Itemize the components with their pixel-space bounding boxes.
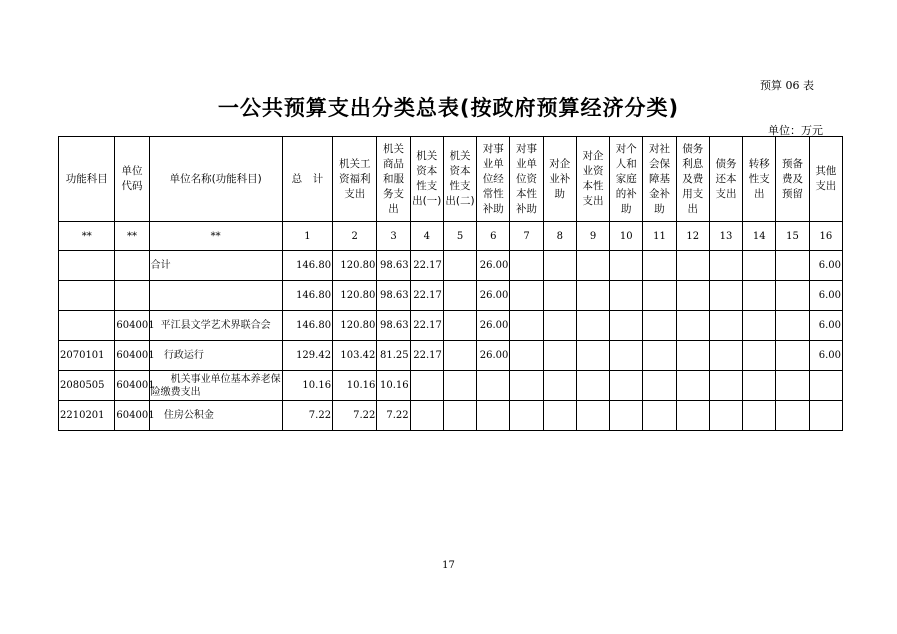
amount-cell	[776, 371, 809, 401]
index-cell: 7	[510, 222, 543, 251]
amount-cell: 26.00	[477, 311, 510, 341]
unit-name-cell: 住房公积金	[149, 401, 282, 431]
header-cell: 机关商品和服务支出	[377, 137, 410, 222]
header-cell: 预备费及预留	[776, 137, 809, 222]
header-cell: 对事业单位经常性补助	[477, 137, 510, 222]
amount-cell	[543, 371, 576, 401]
amount-cell: 6.00	[809, 311, 842, 341]
amount-cell: 10.16	[377, 371, 410, 401]
amount-cell	[709, 341, 742, 371]
page-number: 17	[442, 560, 455, 571]
amount-cell	[543, 311, 576, 341]
amount-cell	[510, 401, 543, 431]
amount-cell: 120.80	[333, 281, 377, 311]
amount-cell	[576, 341, 609, 371]
header-cell: 其他支出	[809, 137, 842, 222]
amount-cell: 103.42	[333, 341, 377, 371]
unit-code-cell: 604001	[115, 341, 149, 371]
budget-table	[58, 136, 843, 431]
amount-cell	[610, 281, 643, 311]
amount-cell	[776, 281, 809, 311]
amount-cell	[576, 371, 609, 401]
amount-cell	[543, 251, 576, 281]
header-cell: 单位名称(功能科目)	[149, 137, 282, 222]
index-cell: 6	[477, 222, 510, 251]
amount-cell	[576, 281, 609, 311]
amount-cell	[676, 341, 709, 371]
table-row	[59, 341, 843, 371]
unit-name-cell	[149, 281, 282, 311]
amount-cell	[510, 311, 543, 341]
amount-cell	[709, 281, 742, 311]
unit-code-cell: 604001	[115, 401, 149, 431]
amount-cell	[410, 401, 443, 431]
amount-cell	[410, 371, 443, 401]
amount-cell	[776, 311, 809, 341]
unit-code-cell	[115, 251, 149, 281]
index-cell: 4	[410, 222, 443, 251]
function-code-cell	[59, 251, 115, 281]
header-cell: 总 计	[282, 137, 332, 222]
amount-cell	[443, 281, 476, 311]
index-cell: 11	[643, 222, 676, 251]
header-cell: 债务还本支出	[709, 137, 742, 222]
function-code-cell: 2210201	[59, 401, 115, 431]
amount-cell	[510, 251, 543, 281]
amount-cell	[443, 401, 476, 431]
function-code-cell: 2070101	[59, 341, 115, 371]
header-cell: 对企业资本性支出	[576, 137, 609, 222]
amount-cell: 22.17	[410, 341, 443, 371]
amount-cell	[576, 311, 609, 341]
amount-cell	[643, 251, 676, 281]
unit-code-cell: 604001	[115, 311, 149, 341]
amount-cell	[643, 341, 676, 371]
amount-cell: 129.42	[282, 341, 332, 371]
index-cell: 9	[576, 222, 609, 251]
amount-cell	[576, 251, 609, 281]
amount-cell	[643, 281, 676, 311]
table-row	[59, 401, 843, 431]
index-cell: 1	[282, 222, 332, 251]
amount-cell: 10.16	[282, 371, 332, 401]
header-cell: 机关工资福利支出	[333, 137, 377, 222]
page-title: 一公共预算支出分类总表(按政府预算经济分类)	[217, 96, 680, 120]
amount-cell: 22.17	[410, 281, 443, 311]
amount-cell	[477, 371, 510, 401]
amount-cell	[610, 341, 643, 371]
amount-cell	[709, 401, 742, 431]
amount-cell: 146.80	[282, 281, 332, 311]
index-cell: **	[149, 222, 282, 251]
amount-cell	[543, 281, 576, 311]
amount-cell: 120.80	[333, 311, 377, 341]
function-code-cell: 2080505	[59, 371, 115, 401]
amount-cell: 26.00	[477, 281, 510, 311]
table-row	[59, 371, 843, 401]
index-cell: 15	[776, 222, 809, 251]
header-cell: 债务利息及费用支出	[676, 137, 709, 222]
header-cell: 对事业单位资本性补助	[510, 137, 543, 222]
amount-cell: 10.16	[333, 371, 377, 401]
table-row	[59, 281, 843, 311]
amount-cell	[709, 251, 742, 281]
amount-cell	[576, 401, 609, 431]
header-cell: 转移性支出	[743, 137, 776, 222]
table-row	[59, 311, 843, 341]
amount-cell: 98.63	[377, 311, 410, 341]
amount-cell: 7.22	[282, 401, 332, 431]
amount-cell	[676, 401, 709, 431]
index-cell: 13	[709, 222, 742, 251]
function-code-cell	[59, 311, 115, 341]
index-cell: 12	[676, 222, 709, 251]
index-cell: 14	[743, 222, 776, 251]
amount-cell	[676, 281, 709, 311]
header-cell: 对企业补助	[543, 137, 576, 222]
amount-cell	[543, 401, 576, 431]
amount-cell: 146.80	[282, 251, 332, 281]
amount-cell	[443, 311, 476, 341]
amount-cell	[676, 371, 709, 401]
amount-cell: 7.22	[377, 401, 410, 431]
amount-cell	[610, 401, 643, 431]
header-row	[59, 137, 843, 222]
amount-cell	[443, 341, 476, 371]
amount-cell: 22.17	[410, 311, 443, 341]
unit-name-cell: 合计	[149, 251, 282, 281]
function-code-cell	[59, 281, 115, 311]
amount-cell	[643, 311, 676, 341]
amount-cell	[443, 251, 476, 281]
amount-cell: 6.00	[809, 281, 842, 311]
amount-cell	[709, 371, 742, 401]
amount-cell	[477, 401, 510, 431]
amount-cell: 26.00	[477, 341, 510, 371]
amount-cell: 6.00	[809, 251, 842, 281]
amount-cell	[510, 341, 543, 371]
amount-cell	[610, 371, 643, 401]
unit-name-cell: 行政运行	[149, 341, 282, 371]
index-cell: 8	[543, 222, 576, 251]
amount-cell	[610, 311, 643, 341]
amount-cell	[743, 251, 776, 281]
amount-cell	[510, 281, 543, 311]
header-cell: 功能科目	[59, 137, 115, 222]
amount-cell	[543, 341, 576, 371]
amount-cell: 22.17	[410, 251, 443, 281]
amount-cell	[743, 281, 776, 311]
amount-cell: 6.00	[809, 341, 842, 371]
amount-cell: 146.80	[282, 311, 332, 341]
form-number: 预算 06 表	[760, 79, 814, 92]
index-cell: 2	[333, 222, 377, 251]
amount-cell	[809, 401, 842, 431]
amount-cell	[809, 371, 842, 401]
header-cell: 对社会保障基金补助	[643, 137, 676, 222]
unit-code-cell	[115, 281, 149, 311]
table-row	[59, 251, 843, 281]
amount-cell	[776, 341, 809, 371]
amount-cell	[510, 371, 543, 401]
amount-cell: 98.63	[377, 281, 410, 311]
amount-cell	[443, 371, 476, 401]
index-cell: 5	[443, 222, 476, 251]
header-cell: 机关资本性支出(一)	[410, 137, 443, 222]
amount-cell: 98.63	[377, 251, 410, 281]
amount-cell	[676, 311, 709, 341]
unit-name-cell: 平江县文学艺术界联合会	[149, 311, 282, 341]
header-cell: 单位代码	[115, 137, 149, 222]
unit-code-cell: 604001	[115, 371, 149, 401]
index-cell: **	[115, 222, 149, 251]
index-cell: 10	[610, 222, 643, 251]
header-cell: 机关资本性支出(二)	[443, 137, 476, 222]
unit-name-cell: 机关事业单位基本养老保险缴费支出	[149, 371, 282, 401]
header-cell: 对个人和家庭的补助	[610, 137, 643, 222]
index-cell: 16	[809, 222, 842, 251]
index-cell: **	[59, 222, 115, 251]
amount-cell	[643, 401, 676, 431]
amount-cell	[643, 371, 676, 401]
amount-cell: 120.80	[333, 251, 377, 281]
amount-cell	[743, 371, 776, 401]
unit-label: 单位：万元	[768, 124, 823, 137]
amount-cell	[610, 251, 643, 281]
amount-cell	[776, 251, 809, 281]
amount-cell: 26.00	[477, 251, 510, 281]
amount-cell	[743, 311, 776, 341]
amount-cell	[743, 401, 776, 431]
column-index-row	[59, 222, 843, 251]
amount-cell	[709, 311, 742, 341]
amount-cell	[776, 401, 809, 431]
amount-cell	[676, 251, 709, 281]
amount-cell	[743, 341, 776, 371]
amount-cell: 7.22	[333, 401, 377, 431]
amount-cell: 81.25	[377, 341, 410, 371]
index-cell: 3	[377, 222, 410, 251]
